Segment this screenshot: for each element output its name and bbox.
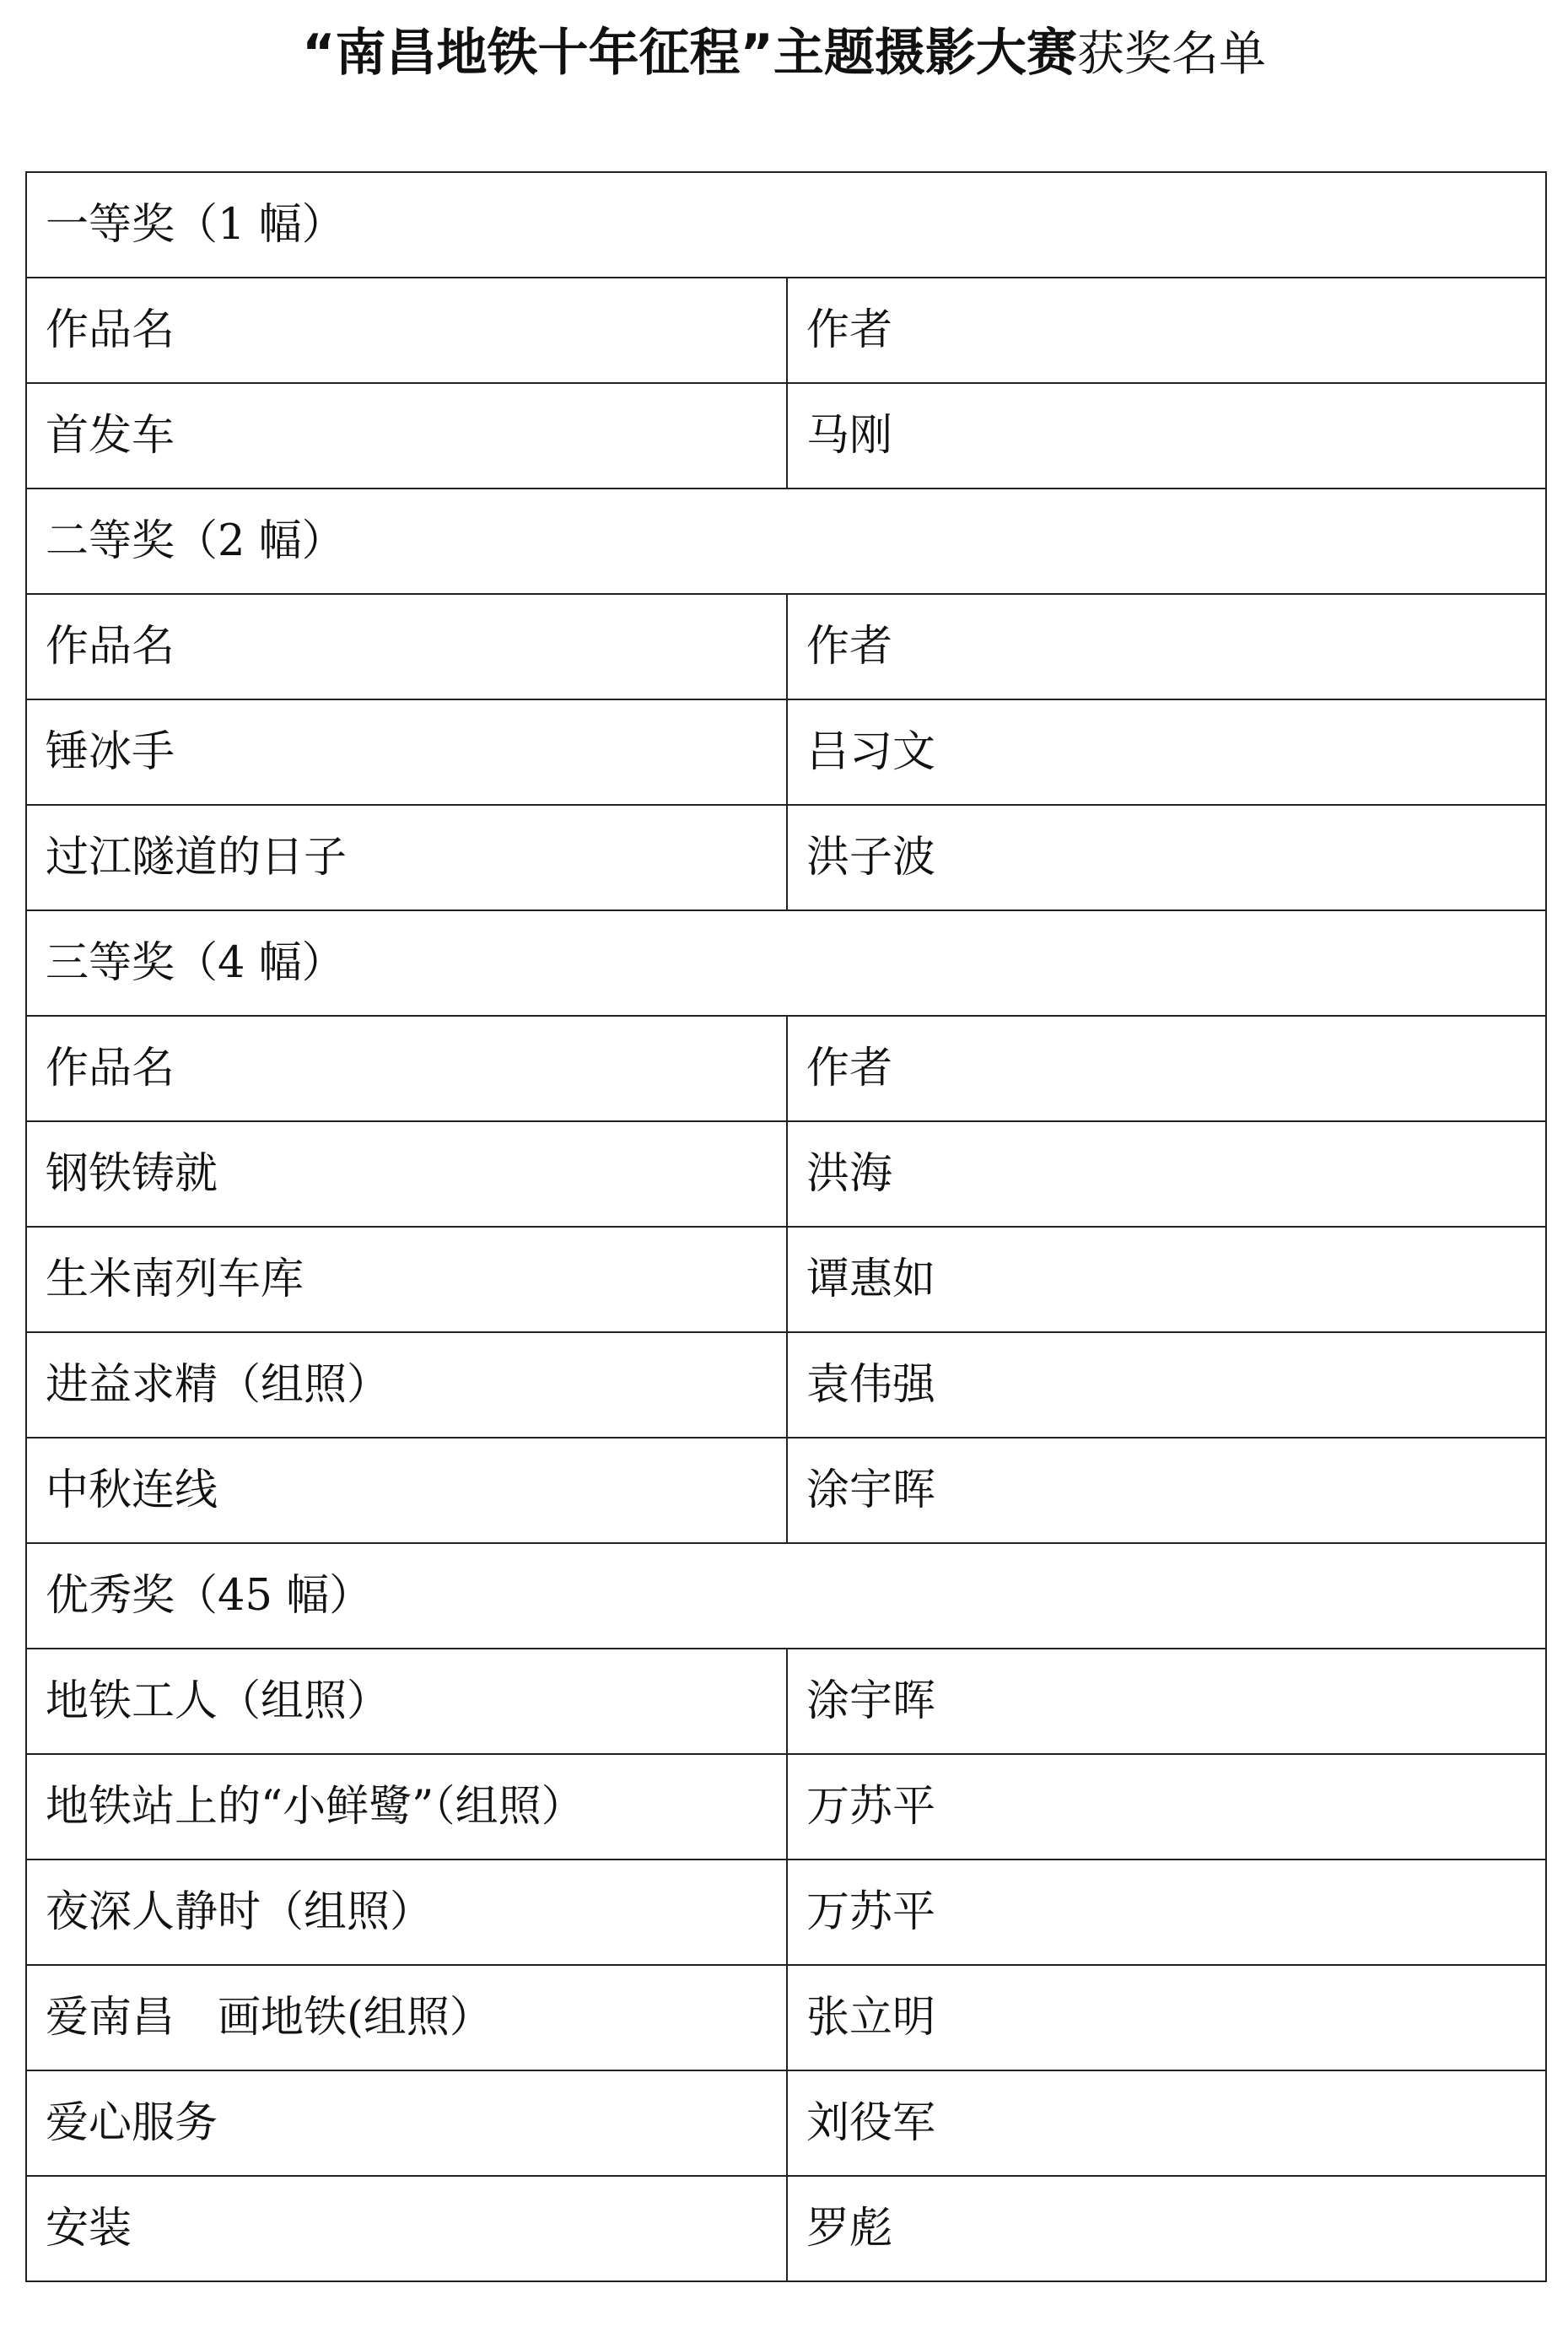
table-row bbox=[26, 383, 1546, 488]
work-title: 锤冰手 bbox=[26, 699, 787, 805]
author-name: 刘役军 bbox=[787, 2070, 1546, 2176]
column-header-author: 作者 bbox=[787, 594, 1546, 699]
work-title: 爱心服务 bbox=[26, 2070, 787, 2176]
section-heading-first-prize: 一等奖（1 幅） bbox=[26, 172, 1546, 278]
table-row bbox=[26, 699, 1546, 805]
author-name: 万苏平 bbox=[787, 1860, 1546, 1965]
work-title: 过江隧道的日子 bbox=[26, 805, 787, 910]
work-title: 爱南昌 画地铁(组照） bbox=[26, 1965, 787, 2070]
author-name: 涂宇晖 bbox=[787, 1649, 1546, 1754]
table-row bbox=[26, 2176, 1546, 2281]
table-row bbox=[26, 1649, 1546, 1754]
work-title: 进益求精（组照） bbox=[26, 1332, 787, 1438]
work-title: 钢铁铸就 bbox=[26, 1121, 787, 1227]
page-title bbox=[0, 15, 1568, 93]
column-header-row bbox=[26, 1016, 1546, 1121]
author-name: 张立明 bbox=[787, 1965, 1546, 2070]
column-header-work: 作品名 bbox=[26, 594, 787, 699]
work-title: 地铁工人（组照） bbox=[26, 1649, 787, 1754]
table-row bbox=[26, 2070, 1546, 2176]
author-name: 罗彪 bbox=[787, 2176, 1546, 2281]
page-title-main: “南昌地铁十年征程”主题摄影大赛 bbox=[302, 24, 1077, 83]
section-heading-row bbox=[26, 172, 1546, 278]
author-name: 洪子波 bbox=[787, 805, 1546, 910]
column-header-work: 作品名 bbox=[26, 278, 787, 383]
section-heading-row bbox=[26, 488, 1546, 594]
section-heading-second-prize: 二等奖（2 幅） bbox=[26, 488, 1546, 594]
page-title-suffix: 获奖名单 bbox=[1076, 27, 1266, 82]
table-row bbox=[26, 1121, 1546, 1227]
table-row bbox=[26, 1860, 1546, 1965]
author-name: 谭惠如 bbox=[787, 1227, 1546, 1332]
author-name: 洪海 bbox=[787, 1121, 1546, 1227]
work-title: 首发车 bbox=[26, 383, 787, 488]
section-heading-row bbox=[26, 910, 1546, 1016]
table-row bbox=[26, 1754, 1546, 1860]
section-heading-third-prize: 三等奖（4 幅） bbox=[26, 910, 1546, 1016]
work-title: 安装 bbox=[26, 2176, 787, 2281]
author-name: 涂宇晖 bbox=[787, 1438, 1546, 1543]
column-header-row bbox=[26, 278, 1546, 383]
work-title: 生米南列车库 bbox=[26, 1227, 787, 1332]
work-title: 地铁站上的“小鲜鹭”（组照） bbox=[26, 1754, 787, 1860]
author-name: 万苏平 bbox=[787, 1754, 1546, 1860]
column-header-author: 作者 bbox=[787, 278, 1546, 383]
author-name: 吕习文 bbox=[787, 699, 1546, 805]
work-title: 中秋连线 bbox=[26, 1438, 787, 1543]
column-header-work: 作品名 bbox=[26, 1016, 787, 1121]
table-row bbox=[26, 1332, 1546, 1438]
award-table bbox=[25, 171, 1547, 2282]
column-header-author: 作者 bbox=[787, 1016, 1546, 1121]
table-row bbox=[26, 805, 1546, 910]
column-header-row bbox=[26, 594, 1546, 699]
table-row bbox=[26, 1438, 1546, 1543]
section-heading-row bbox=[26, 1543, 1546, 1649]
work-title: 夜深人静时（组照） bbox=[26, 1860, 787, 1965]
author-name: 马刚 bbox=[787, 383, 1546, 488]
section-heading-excellence-prize: 优秀奖（45 幅） bbox=[26, 1543, 1546, 1649]
author-name: 袁伟强 bbox=[787, 1332, 1546, 1438]
table-row bbox=[26, 1965, 1546, 2070]
table-row bbox=[26, 1227, 1546, 1332]
